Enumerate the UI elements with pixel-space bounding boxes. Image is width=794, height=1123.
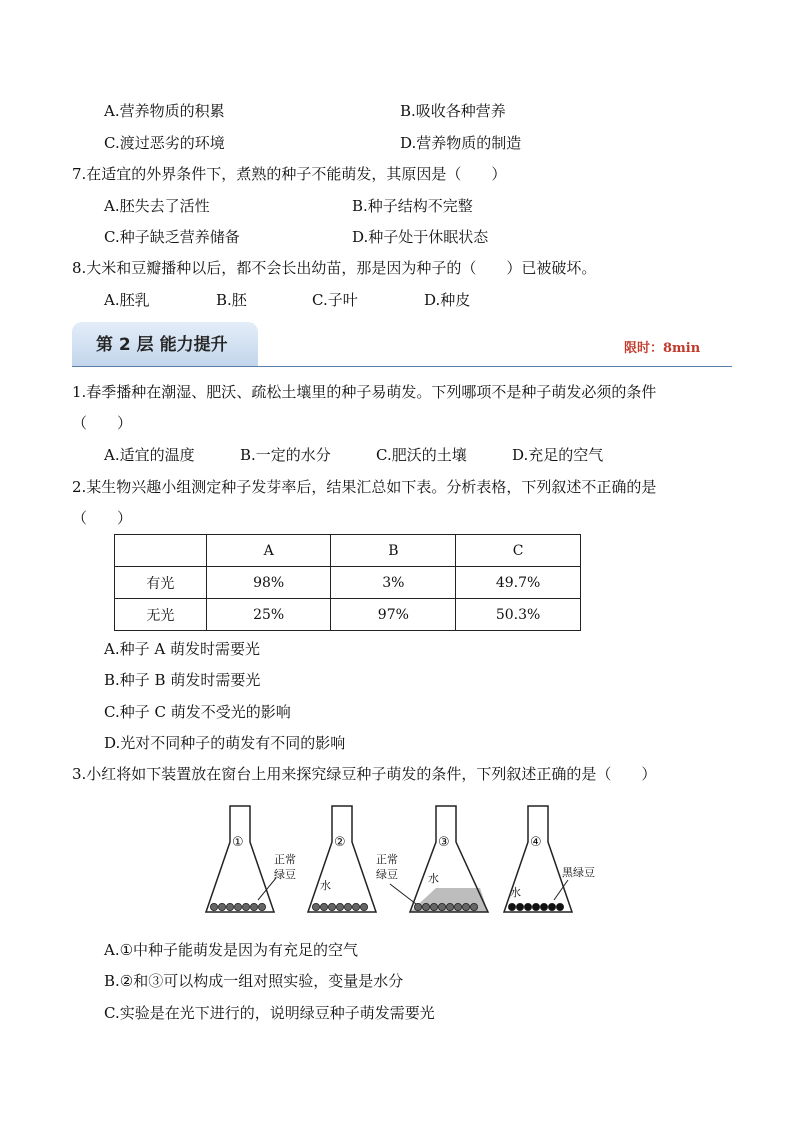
flask-label: 水 <box>320 879 331 892</box>
section-divider <box>72 366 732 367</box>
p1-stem: 1.春季播种在潮湿、肥沃、疏松土壤里的种子易萌发。下列哪项不是种子萌发必须的条件 <box>72 383 657 401</box>
table-header-cell: C <box>456 535 581 567</box>
p2-paren: （ ） <box>72 509 133 527</box>
q7-option-b: B.种子结构不完整 <box>352 197 473 215</box>
p2-option-a: A.种子 A 萌发时需要光 <box>104 640 260 658</box>
table-cell: 有光 <box>115 567 207 599</box>
flask-number: ② <box>334 835 346 850</box>
q8-option-b: B.胚 <box>216 291 247 309</box>
q6-option-b: B.吸收各种营养 <box>400 102 506 120</box>
flask-3 <box>376 806 488 912</box>
section-title: 第 2 层 能力提升 <box>96 335 228 355</box>
p2-stem: 2.某生物兴趣小组测定种子发芽率后，结果汇总如下表。分析表格，下列叙述不正确的是 <box>72 478 657 496</box>
flask-experiment-figure <box>198 804 608 920</box>
flask-2 <box>308 806 376 912</box>
table-cell: 3% <box>331 567 456 599</box>
p2-option-c: C.种子 C 萌发不受光的影响 <box>104 703 291 721</box>
q6-option-d: D.营养物质的制造 <box>400 134 522 152</box>
p1-paren: （ ） <box>72 414 133 432</box>
table-cell: 97% <box>331 599 456 631</box>
q8-stem: 8.大米和豆瓣播种以后，都不会长出幼苗，那是因为种子的（ ）已被破坏。 <box>72 259 597 277</box>
table-cell: 50.3% <box>456 599 581 631</box>
table-header-cell: A <box>206 535 331 567</box>
time-limit: 限时：8min <box>624 341 701 356</box>
table-header-cell <box>115 535 207 567</box>
q7-option-d: D.种子处于休眠状态 <box>352 228 489 246</box>
p1-option-c: C.肥沃的土壤 <box>376 446 467 464</box>
flask-label: 黑绿豆 <box>562 866 595 879</box>
p1-option-b: B.一定的水分 <box>240 446 331 464</box>
p3-option-a: A.①中种子能萌发是因为有充足的空气 <box>104 941 359 959</box>
p1-option-a: A.适宜的温度 <box>104 446 195 464</box>
flask-number: ③ <box>438 835 450 850</box>
flask-label: 正常 <box>376 853 398 866</box>
table-cell: 98% <box>206 567 331 599</box>
flask-4 <box>504 806 595 912</box>
table-header-row <box>115 535 581 567</box>
q8-option-d: D.种皮 <box>424 291 471 309</box>
table-cell: 49.7% <box>456 567 581 599</box>
table-cell: 25% <box>206 599 331 631</box>
q7-option-a: A.胚失去了活性 <box>104 197 210 215</box>
table-header-cell: B <box>331 535 456 567</box>
p2-option-b: B.种子 B 萌发时需要光 <box>104 671 261 689</box>
flask-label: 正常 <box>274 853 296 866</box>
q6-option-a: A.营养物质的积累 <box>104 102 225 120</box>
table-row <box>115 599 581 631</box>
flask-label: 水 <box>510 886 521 899</box>
p3-option-c: C.实验是在光下进行的，说明绿豆种子萌发需要光 <box>104 1004 435 1022</box>
q8-option-c: C.子叶 <box>312 291 358 309</box>
flask-1 <box>206 806 296 912</box>
q7-option-c: C.种子缺乏营养储备 <box>104 228 240 246</box>
flask-number: ④ <box>530 835 542 850</box>
germination-table <box>114 534 581 631</box>
flask-label: 绿豆 <box>376 868 398 881</box>
flask-number: ① <box>232 835 244 850</box>
table-row <box>115 567 581 599</box>
flask-label: 水 <box>428 872 439 885</box>
q8-option-a: A.胚乳 <box>104 291 150 309</box>
q6-option-c: C.渡过恶劣的环境 <box>104 134 225 152</box>
table-cell: 无光 <box>115 599 207 631</box>
flask-label: 绿豆 <box>274 868 296 881</box>
p3-stem: 3.小红将如下装置放在窗台上用来探究绿豆种子萌发的条件，下列叙述正确的是（ ） <box>72 765 657 783</box>
q7-stem: 7.在适宜的外界条件下，煮熟的种子不能萌发，其原因是（ ） <box>72 165 507 183</box>
p1-option-d: D.充足的空气 <box>512 446 604 464</box>
p3-option-b: B.②和③可以构成一组对照实验，变量是水分 <box>104 972 404 990</box>
p2-option-d: D.光对不同种子的萌发有不同的影响 <box>104 734 346 752</box>
